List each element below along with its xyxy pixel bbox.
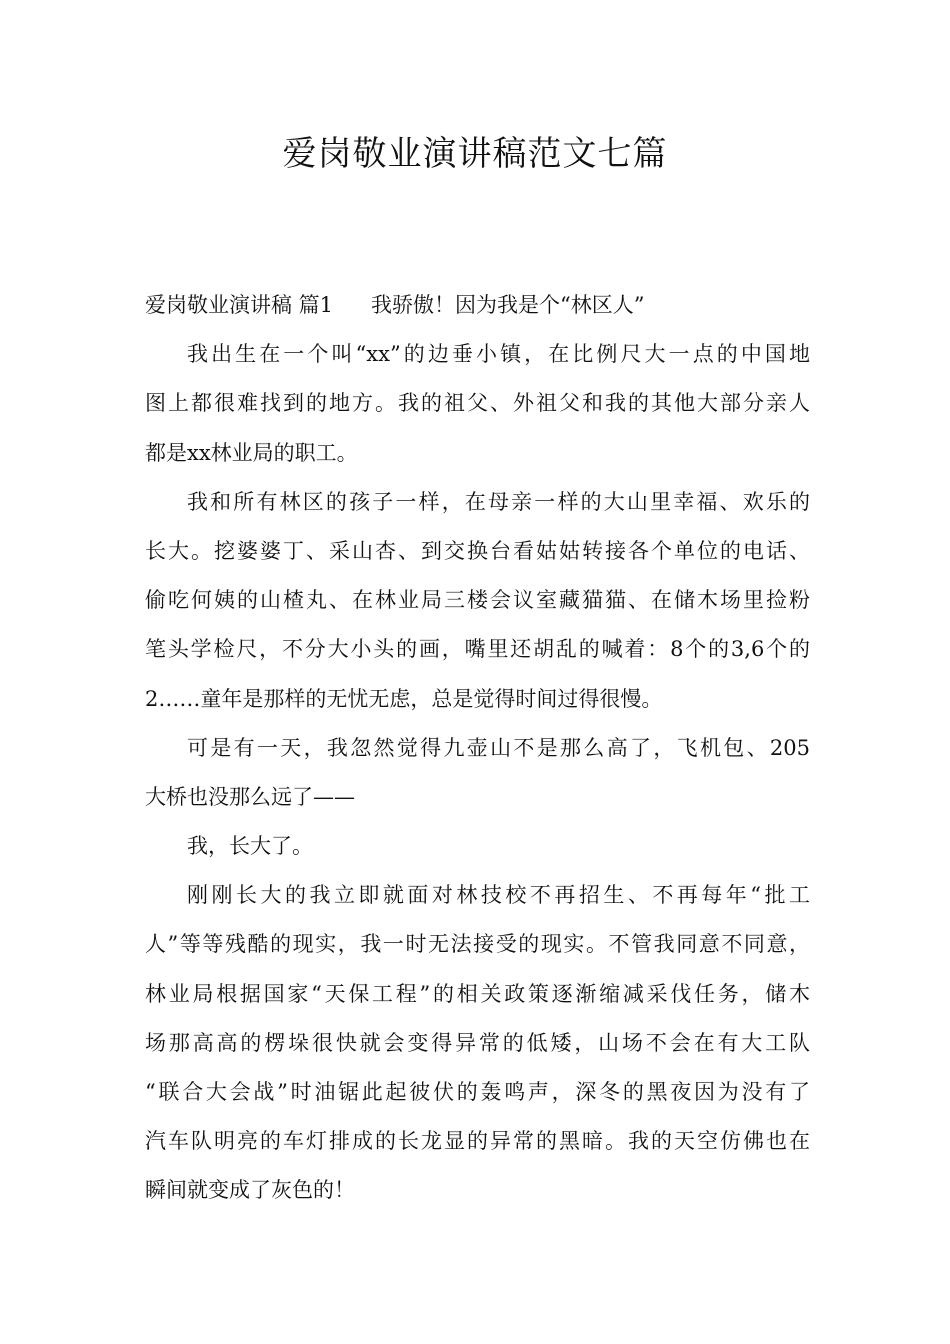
paragraph-line: 笔头学检尺，不分大小头的画，嘴里还胡乱的喊着：8个的3,6个的	[145, 637, 810, 662]
paragraph-line: 我出生在一个叫“xx”的边垂小镇，在比例尺大一点的中国地	[187, 342, 810, 367]
paragraph-line: 偷吃何姨的山楂丸、在林业局三楼会议室藏猫猫、在储木场里捡粉	[145, 588, 810, 613]
paragraph-line: 汽车队明亮的车灯排成的长龙显的异常的黑暗。我的天空仿佛也在	[145, 1129, 810, 1154]
paragraph-line: 我，长大了。	[187, 834, 313, 859]
paragraph-line: 大桥也没那么远了——	[145, 784, 355, 809]
paragraph	[145, 330, 810, 478]
paragraph	[145, 822, 810, 871]
paragraph-line: 场那高高的楞垛很快就会变得异常的低矮，山场不会在有大工队	[145, 1030, 810, 1055]
paragraph	[145, 871, 810, 1215]
document-body	[145, 281, 810, 1216]
paragraph-line: 林业局根据国家“天保工程”的相关政策逐渐缩减采伐任务，储木	[145, 981, 810, 1006]
paragraph-line: 图上都很难找到的地方。我的祖父、外祖父和我的其他大部分亲人	[145, 391, 810, 416]
section-heading-subtitle: 我骄傲！因为我是个“林区人”	[371, 293, 645, 317]
paragraph-line: 瞬间就变成了灰色的！	[145, 1178, 355, 1203]
document-title: 爱岗敬业演讲稿范文七篇	[282, 134, 668, 174]
paragraph-line: 长大。挖婆婆丁、采山杏、到交换台看姑姑转接各个单位的电话、	[145, 538, 810, 563]
paragraph-line: 都是xx林业局的职工。	[145, 440, 358, 465]
paragraph	[145, 724, 810, 822]
paragraph-line: “联合大会战”时油锯此起彼伏的轰鸣声，深冬的黑夜因为没有了	[145, 1080, 810, 1104]
paragraph-line: 2……童年是那样的无忧无虑，总是觉得时间过得很慢。	[145, 686, 663, 711]
paragraph-line: 我和所有林区的孩子一样，在母亲一样的大山里幸福、欢乐的	[187, 489, 810, 514]
paragraph	[145, 478, 810, 724]
section-heading-label: 爱岗敬业演讲稿 篇1	[145, 293, 334, 317]
section-heading	[145, 281, 810, 330]
paragraph-line: 人”等等残酷的现实，我一时无法接受的现实。不管我同意不同意，	[145, 932, 810, 957]
paragraph-line: 可是有一天，我忽然觉得九壶山不是那么高了，飞机包、205	[187, 735, 810, 760]
paragraph-line: 刚刚长大的我立即就面对林技校不再招生、不再每年“批工	[187, 883, 810, 908]
